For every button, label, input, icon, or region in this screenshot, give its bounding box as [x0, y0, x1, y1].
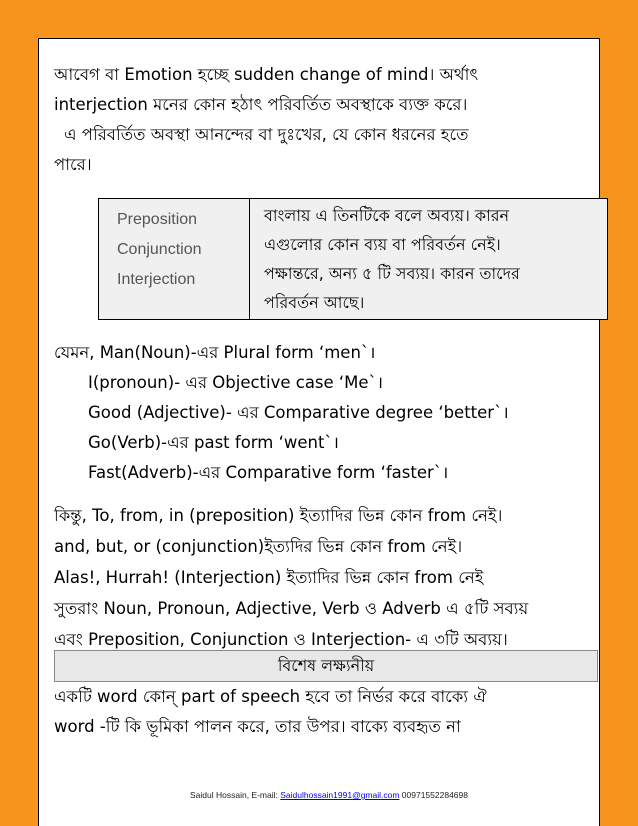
summary-line-4: সুতরাং Noun, Pronoun, Adjective, Verb ও Adverb এ ৫টি সব্যয়: [54, 599, 529, 618]
explanation-line-4: পরিবর্তন আছে।: [264, 293, 365, 312]
summary-line-3: Alas!, Hurrah! (Interjection) ইত্যাদির ভিন্ন কোন from নেই: [54, 568, 484, 587]
top-orange-band: [38, 0, 600, 39]
page-footer: [190, 790, 468, 800]
intro-line-2: interjection মনের কোন হঠাৎ পরিবর্তিত অবস্থাকে ব্যক্ত করে।: [54, 95, 468, 114]
note-line-2: word -টি কি ভূমিকা পালন করে, তার উপর। বাক্যে ব্যবহৃত না: [54, 717, 461, 736]
explanation-line-1: বাংলায় এ তিনটিকে বলে অব্যয়। কারন: [264, 206, 510, 225]
summary-line-1: কিন্তু, To, from, in (preposition) ইত্যাদির ভিন্ন কোন from নেই।: [54, 506, 503, 525]
intro-line-1: আবেগ বা Emotion হচ্ছে sudden change of mind। অর্থাৎ: [54, 65, 479, 84]
example-line-5: Fast(Adverb)-এর Comparative form ‘faster`।: [88, 463, 449, 482]
note-line-1: একটি word কোন্ part of speech হবে তা নির্ভর করে বাক্যে ঐ: [54, 687, 487, 706]
term-preposition: Preposition: [117, 211, 198, 228]
explanation-line-2: এগুলোর কোন ব্যয় বা পরিবর্তন নেই।: [264, 235, 501, 254]
intro-line-4: পারে।: [54, 155, 92, 174]
left-orange-border: [0, 0, 39, 826]
summary-paragraph: [54, 500, 614, 655]
table-explanation-column: [250, 199, 607, 319]
summary-line-2: and, but, or (conjunction)ইত্যদির ভিন্ন কোন from নেই।: [54, 537, 463, 556]
table-terms-column: [99, 199, 250, 319]
term-conjunction: Conjunction: [117, 241, 202, 258]
examples-list: [54, 338, 594, 488]
footer-phone: 00971552284698: [399, 790, 468, 800]
intro-line-3: এ পরিবর্তিত অবস্থা আনন্দের বা দুঃখের, যে কোন ধরনের হতে: [64, 125, 469, 144]
example-line-1: যেমন, Man(Noun)-এর Plural form ‘men`।: [54, 343, 376, 362]
example-line-2: I(pronoun)- এর Objective case ‘Me`।: [88, 373, 384, 392]
summary-line-5: এবং Preposition, Conjunction ও Interjection- এ ৩টি অব্যয়।: [54, 630, 508, 649]
example-line-3: Good (Adjective)- এর Comparative degree ‘better`।: [88, 403, 509, 422]
term-interjection: Interjection: [117, 271, 196, 288]
special-note-banner: বিশেষ লক্ষ্যনীয়: [54, 650, 598, 682]
intro-paragraph: [54, 60, 594, 180]
footer-author: Saidul Hossain, E-mail:: [190, 790, 281, 800]
footer-email-link[interactable]: Saidulhossain1991@gmail.com: [280, 790, 400, 800]
indeclinable-table: [98, 198, 608, 320]
explanation-line-3: পক্ষান্তরে, অন্য ৫ টি সব্যয়। কারন তাদের: [264, 264, 520, 283]
example-line-4: Go(Verb)-এর past form ‘went`।: [88, 433, 339, 452]
note-paragraph: [54, 682, 614, 742]
